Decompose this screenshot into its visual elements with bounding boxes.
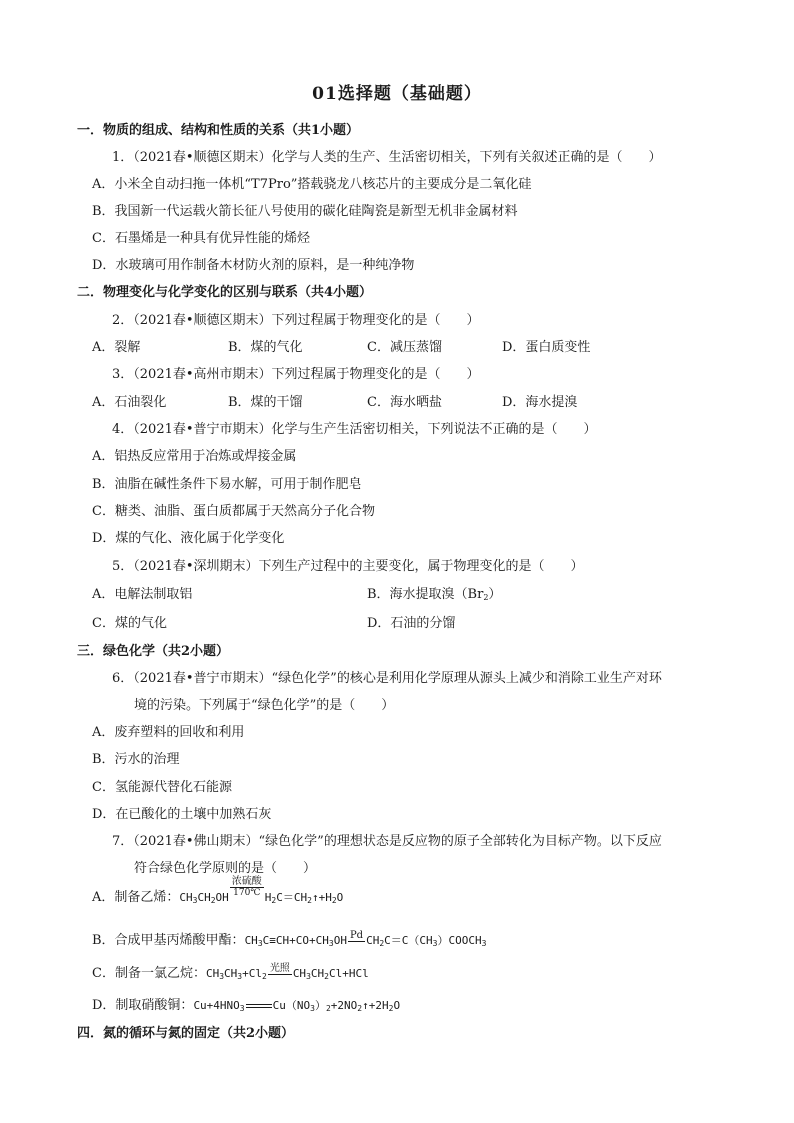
condition-temperature: 170℃ (233, 888, 261, 898)
subscript: 2 (483, 593, 489, 602)
formula-products: $Cu(NO_3)_2+2NO_2↑+2H_2O$ (272, 999, 401, 1013)
condition-catalyst: Pd (349, 930, 364, 941)
question-5-option-b-tail: ） (488, 587, 502, 602)
question-4-option-c: C．糖类、油脂、蛋白质都属于天然高分子化合物 (92, 504, 375, 519)
option-label: A．制备乙烯： (92, 890, 180, 905)
question-2-option-a: A．裂解 (92, 340, 141, 355)
question-5-stem: 5．（2021春•深圳期末）下列生产过程中的主要变化，属于物理变化的是（ ） (112, 559, 584, 574)
question-1-option-d: D．水玻璃可用作制备木材防火剂的原料，是一种纯净物 (92, 258, 415, 273)
question-1-stem: 1．（2021春•顺德区期末）化学与人类的生产、生活密切相关，下列有关叙述正确的是（ ） (112, 150, 662, 165)
section-heading: 二．物理变化与化学变化的区别与联系（共4小题） (77, 285, 373, 300)
question-6-stem-line2: 境的污染。下列属于“绿色化学”的是（ ） (134, 698, 395, 713)
formula-ethylene-products: $H_2C=CH_2↑+H_2O$ (264, 891, 344, 905)
formula-ethanol: $CH_3CH_2OH$ (179, 891, 229, 905)
option-label: D．制取硝酸铜： (92, 998, 194, 1013)
condition-catalyst: 浓硫酸 (231, 876, 262, 887)
question-5-option-b (367, 583, 501, 602)
question-4-option-d: D．煤的气化、液化属于化学变化 (92, 531, 285, 546)
question-3-stem: 3．（2021春•高州市期末）下列过程属于物理变化的是（ ） (112, 367, 480, 382)
reaction-condition (230, 876, 264, 898)
question-3-option-b: B．煤的干馏 (228, 395, 303, 410)
question-1-option-a: A．小米全自动扫拖一体机“T7Pro”搭载骁龙八核芯片的主要成分是二氧化硅 (92, 177, 532, 192)
formula-reactants: $Cu+4HNO_3$ (193, 999, 245, 1013)
option-label: B．合成甲基丙烯酸甲酯： (92, 933, 245, 948)
section-heading: 三．绿色化学（共2小题） (77, 644, 230, 659)
question-7-option-a (92, 876, 344, 905)
question-1-option-b: B．我国新一代运载火箭长征八号使用的碳化硅陶瓷是新型无机非金属材料 (92, 204, 518, 219)
question-2-option-d: D．蛋白质变性 (502, 340, 591, 355)
question-2-stem: 2．（2021春•顺德区期末）下列过程属于物理变化的是（ ） (112, 313, 480, 328)
question-6-option-d: D．在已酸化的土壤中加熟石灰 (92, 807, 272, 822)
question-3-option-d: D．海水提溴 (502, 395, 578, 410)
question-6-option-c: C．氢能源代替化石能源 (92, 780, 232, 795)
question-4-stem: 4．（2021春•普宁市期末）化学与生产生活密切相关，下列说法不正确的是（ ） (112, 422, 597, 437)
option-label: C．制备一氯乙烷： (92, 966, 206, 981)
equals-sign (246, 1004, 272, 1008)
question-4-option-a: A．铝热反应常用于冶炼或焊接金属 (92, 449, 297, 464)
question-7-option-d (92, 994, 400, 1013)
formula-product: $CH_2C=C(CH_3)COOCH_3$ (366, 934, 487, 948)
question-7-stem-line1: 7．（2021春•佛山期末）“绿色化学”的理想状态是反应物的原子全部转化为目标产物。以下反应 (112, 834, 662, 849)
question-7-stem-line2: 符合绿色化学原则的是（ ） (134, 861, 317, 876)
condition-light: 光照 (269, 963, 290, 974)
question-5-option-d: D．石油的分馏 (367, 616, 456, 631)
question-7-option-c (92, 962, 369, 981)
question-2-option-b: B．煤的气化 (228, 340, 303, 355)
question-2-option-c: C．减压蒸馏 (367, 340, 442, 355)
question-5-option-c: C．煤的气化 (92, 616, 167, 631)
section-heading: 一．物质的组成、结构和性质的关系（共1小题） (77, 123, 360, 138)
question-3-option-a: A．石油裂化 (92, 395, 167, 410)
reaction-condition (268, 963, 292, 975)
formula-reactants: $CH_3C\equiv CH+CO+CH_3OH$ (244, 934, 347, 948)
question-4-option-b: B．油脂在碱性条件下易水解，可用于制作肥皂 (92, 477, 362, 492)
formula-products: $CH_3CH_2Cl+HCl$ (292, 967, 369, 981)
page-title: 01选择题（基础题） (312, 84, 482, 104)
question-6-option-a: A．废弃塑料的回收和利用 (92, 725, 245, 740)
question-5-option-b-text: B．海水提取溴（Br (367, 587, 484, 602)
formula-reactants: $CH_3CH_3+Cl_2$ (205, 967, 267, 981)
question-6-stem-line1: 6．（2021春•普宁市期末）“绿色化学”的核心是利用化学原理从源头上减少和消除工业生产对环 (112, 671, 662, 686)
question-1-option-c: C．石墨烯是一种具有优异性能的烯烃 (92, 231, 310, 246)
reaction-condition (348, 930, 365, 942)
question-7-option-b (92, 929, 486, 948)
question-6-option-b: B．污水的治理 (92, 752, 180, 767)
question-3-option-c: C．海水晒盐 (367, 395, 442, 410)
section-heading: 四．氮的循环与氮的固定（共2小题） (77, 1026, 295, 1041)
question-5-option-a: A．电解法制取铝 (92, 587, 193, 602)
